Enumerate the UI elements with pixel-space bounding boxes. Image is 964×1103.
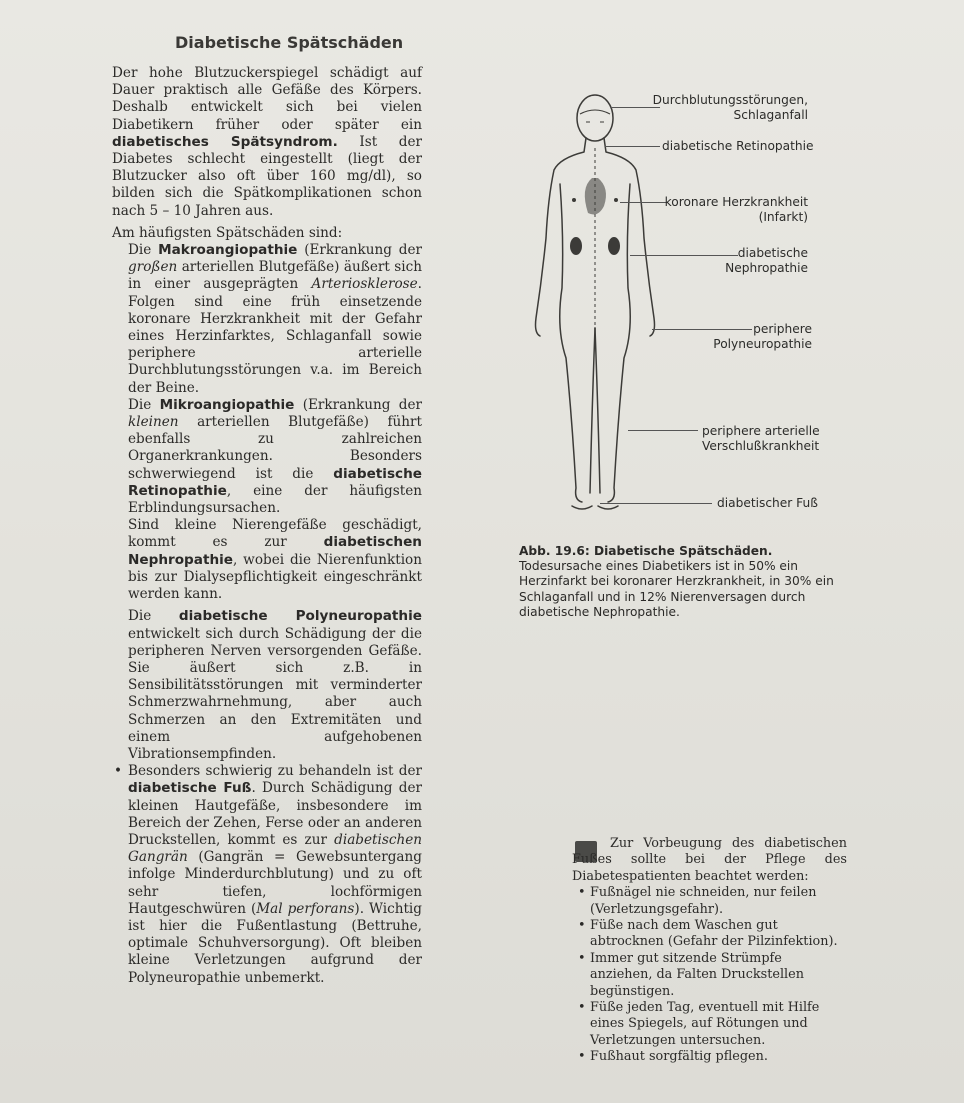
- mikro-term: Mikroangiopathie: [159, 396, 295, 413]
- neuro-a: Die: [128, 608, 179, 625]
- mikro-c: , eine der häufigsten Erblindungsursachen.: [128, 482, 422, 517]
- label-koronar-2: (Infarkt): [758, 209, 808, 224]
- label-pavk-1: periphere arterielle: [702, 424, 820, 438]
- label-pavk-2: Verschlußkrankheit: [702, 438, 820, 453]
- main-text-column: [112, 65, 422, 987]
- neuro-term: diabetische Polyneuropathie: [178, 608, 422, 625]
- mikro-italic: kleinen: [128, 414, 179, 431]
- label-durchblutung: [600, 93, 808, 122]
- fuss-italic: diabetischen Gangrän: [128, 831, 422, 866]
- makro-b: arteriellen Blutgefäße) äußert sich in einer ausgeprägten: [128, 259, 422, 293]
- figure-caption: [519, 544, 844, 620]
- makro-c: . Folgen sind eine früh einsetzende koronare Herzkrankheit mit der Gefahr eines Herzinfarktes: [128, 276, 422, 345]
- mikro-paragraph: [112, 397, 422, 517]
- intro-rest: Ist der Diabetes schlecht eingestellt (liegt der Blutzucker also oft über 160 mg/dl), so bilden sich die Spätkomplikationen schon nach 5 – 10 Jahren aus.: [112, 133, 422, 219]
- makro-a: (Erkrankung der: [297, 242, 422, 259]
- fuss-d: ). Wichtig ist hier die Fußentlastung (Bettruhe, optimale Schuhversorgung). Oft bleiben kleine Verletzungen aufgrund der Polyneuropathie unbemerkt.: [128, 900, 422, 986]
- fuss-a: Besonders schwierig zu behandeln ist der: [128, 763, 422, 780]
- mikro-term2: diabetische Retinopathie: [128, 465, 422, 499]
- bullet-icon: •: [114, 763, 123, 780]
- makro-paragraph: [112, 242, 422, 397]
- caption-title: Diabetische Spätschäden.: [589, 544, 773, 558]
- caption-label: Abb. 19.6:: [519, 544, 590, 558]
- tip-item: • Fußhaut sorgfältig pflegen.: [590, 1049, 847, 1065]
- label-polyneuropathie-2: Polyneuropathie: [713, 336, 812, 351]
- label-durchblutung-1: Durchblutungsstörungen,: [652, 93, 808, 107]
- most-common-label: Am häufigsten Spätschäden sind:: [112, 224, 343, 241]
- leader-line-2: [605, 146, 660, 147]
- care-tip-box: [572, 836, 847, 1066]
- label-nephropathie: [690, 246, 808, 275]
- tip-item: • Füße nach dem Waschen gut abtrocknen (Gefahr der Pilzinfektion).: [590, 918, 847, 951]
- intro-term: diabetisches Spätsyndrom.: [112, 133, 338, 150]
- makro-term: Makroangiopathie: [158, 242, 298, 259]
- nephro-term: diabetischen Nephropathie: [128, 534, 422, 568]
- caption-text: Todesursache eines Diabetikers ist in 50% ein Herzinfarkt bei koronarer Herzkrankheit, in 30% ein Schlaganfall und in 12% Nierenversagen durch diabetische Nephropathie.: [519, 559, 834, 619]
- nephro-b: , wobei die Nierenfunktion bis zur Dialysepflichtigkeit eingeschränkt werden kann.: [128, 551, 422, 603]
- label-durchblutung-2: Schlaganfall: [733, 107, 808, 122]
- makro-pre: Die: [128, 242, 159, 259]
- label-polyneuropathie: [690, 322, 812, 351]
- fuss-c: (Gangrän = Gewebsuntergang infolge Minderdurchblutung) und zu oft sehr tiefen, lochförmigen Hautgeschwüren (: [128, 849, 422, 917]
- mikro-pre: Die: [128, 396, 160, 413]
- body-outline-figure: [520, 88, 670, 518]
- label-koronar-1: koronare Herzkrankheit: [664, 195, 808, 209]
- fuss-italic2: Mal perforans: [256, 900, 355, 917]
- label-koronar: [640, 195, 808, 224]
- leader-line-7: [600, 503, 712, 504]
- fuss-paragraph: [112, 763, 422, 987]
- intro-text: Der hohe Blutzuckerspiegel schädigt auf Dauer praktisch alle Gefäße des Körpers. Deshalb entwickelt sich bei vielen Diabetikern früher oder später ein: [112, 65, 422, 133]
- tip-item: • Fußnägel nie schneiden, nur feilen (Verletzungsgefahr).: [590, 885, 847, 918]
- label-nephropathie-1: diabetische: [737, 246, 808, 260]
- nephro-paragraph: [112, 517, 422, 603]
- fuss-b: . Durch Schädigung der kleinen Hautgefäße, insbesondere im Bereich der Zehen, Ferse oder an anderen Druckstellen, kommt es zur: [128, 780, 422, 848]
- neuro-b: entwickelt sich durch Schädigung der die peripheren Nerven versorgenden Gefäße. Sie äußert sich z.B. in Sensibilitätsstörungen mit verminderter Schmerzwahrnehmung, aber auch Schmerzen an den Extremitäten und einem aufgehobenen Vibrationsempfinden.: [128, 625, 422, 762]
- mikro-a: (Erkrankung der: [294, 396, 422, 413]
- leader-line-6: [628, 430, 698, 431]
- tip-list: [572, 885, 847, 1065]
- fuss-term: diabetische Fuß: [128, 780, 252, 797]
- makro-d: , Schlaganfall sowie periphere arterielle Durchblutungsstörungen v.a. im Bereich der Beine.: [128, 328, 422, 396]
- page-heading: Diabetische Spätschäden: [175, 33, 404, 52]
- makro-italic: großen: [128, 259, 178, 276]
- label-pavk: [702, 424, 820, 453]
- neuro-paragraph: [112, 608, 422, 763]
- nephro-a: Sind kleine Nierengefäße geschädigt, kommt es zur: [128, 517, 422, 551]
- tip-intro: Zur Vorbeugung des diabetischen Fußes sollte bei der Pflege des Diabetespatienten beachtet werden:: [572, 836, 847, 884]
- tip-item: • Füße jeden Tag, eventuell mit Hilfe eines Spiegels, auf Rötungen und Verletzungen untersuchen.: [590, 1000, 847, 1049]
- mikro-b: arteriellen Blutgefäße) führt ebenfalls zu zahlreichen Organerkrankungen. Besonders schwerwiegend ist die: [128, 414, 422, 482]
- tip-item: • Immer gut sitzende Strümpfe anziehen, da Falten Druckstellen begünstigen.: [590, 951, 847, 1000]
- label-nephropathie-2: Nephropathie: [725, 260, 808, 275]
- label-polyneuropathie-1: periphere: [753, 322, 812, 336]
- label-retinopathie: diabetische Retinopathie: [662, 139, 814, 153]
- label-diabetischer-fuss: diabetischer Fuß: [717, 496, 818, 510]
- makro-italic2: Arteriosklerose: [311, 276, 418, 293]
- intro-paragraph: [112, 65, 422, 220]
